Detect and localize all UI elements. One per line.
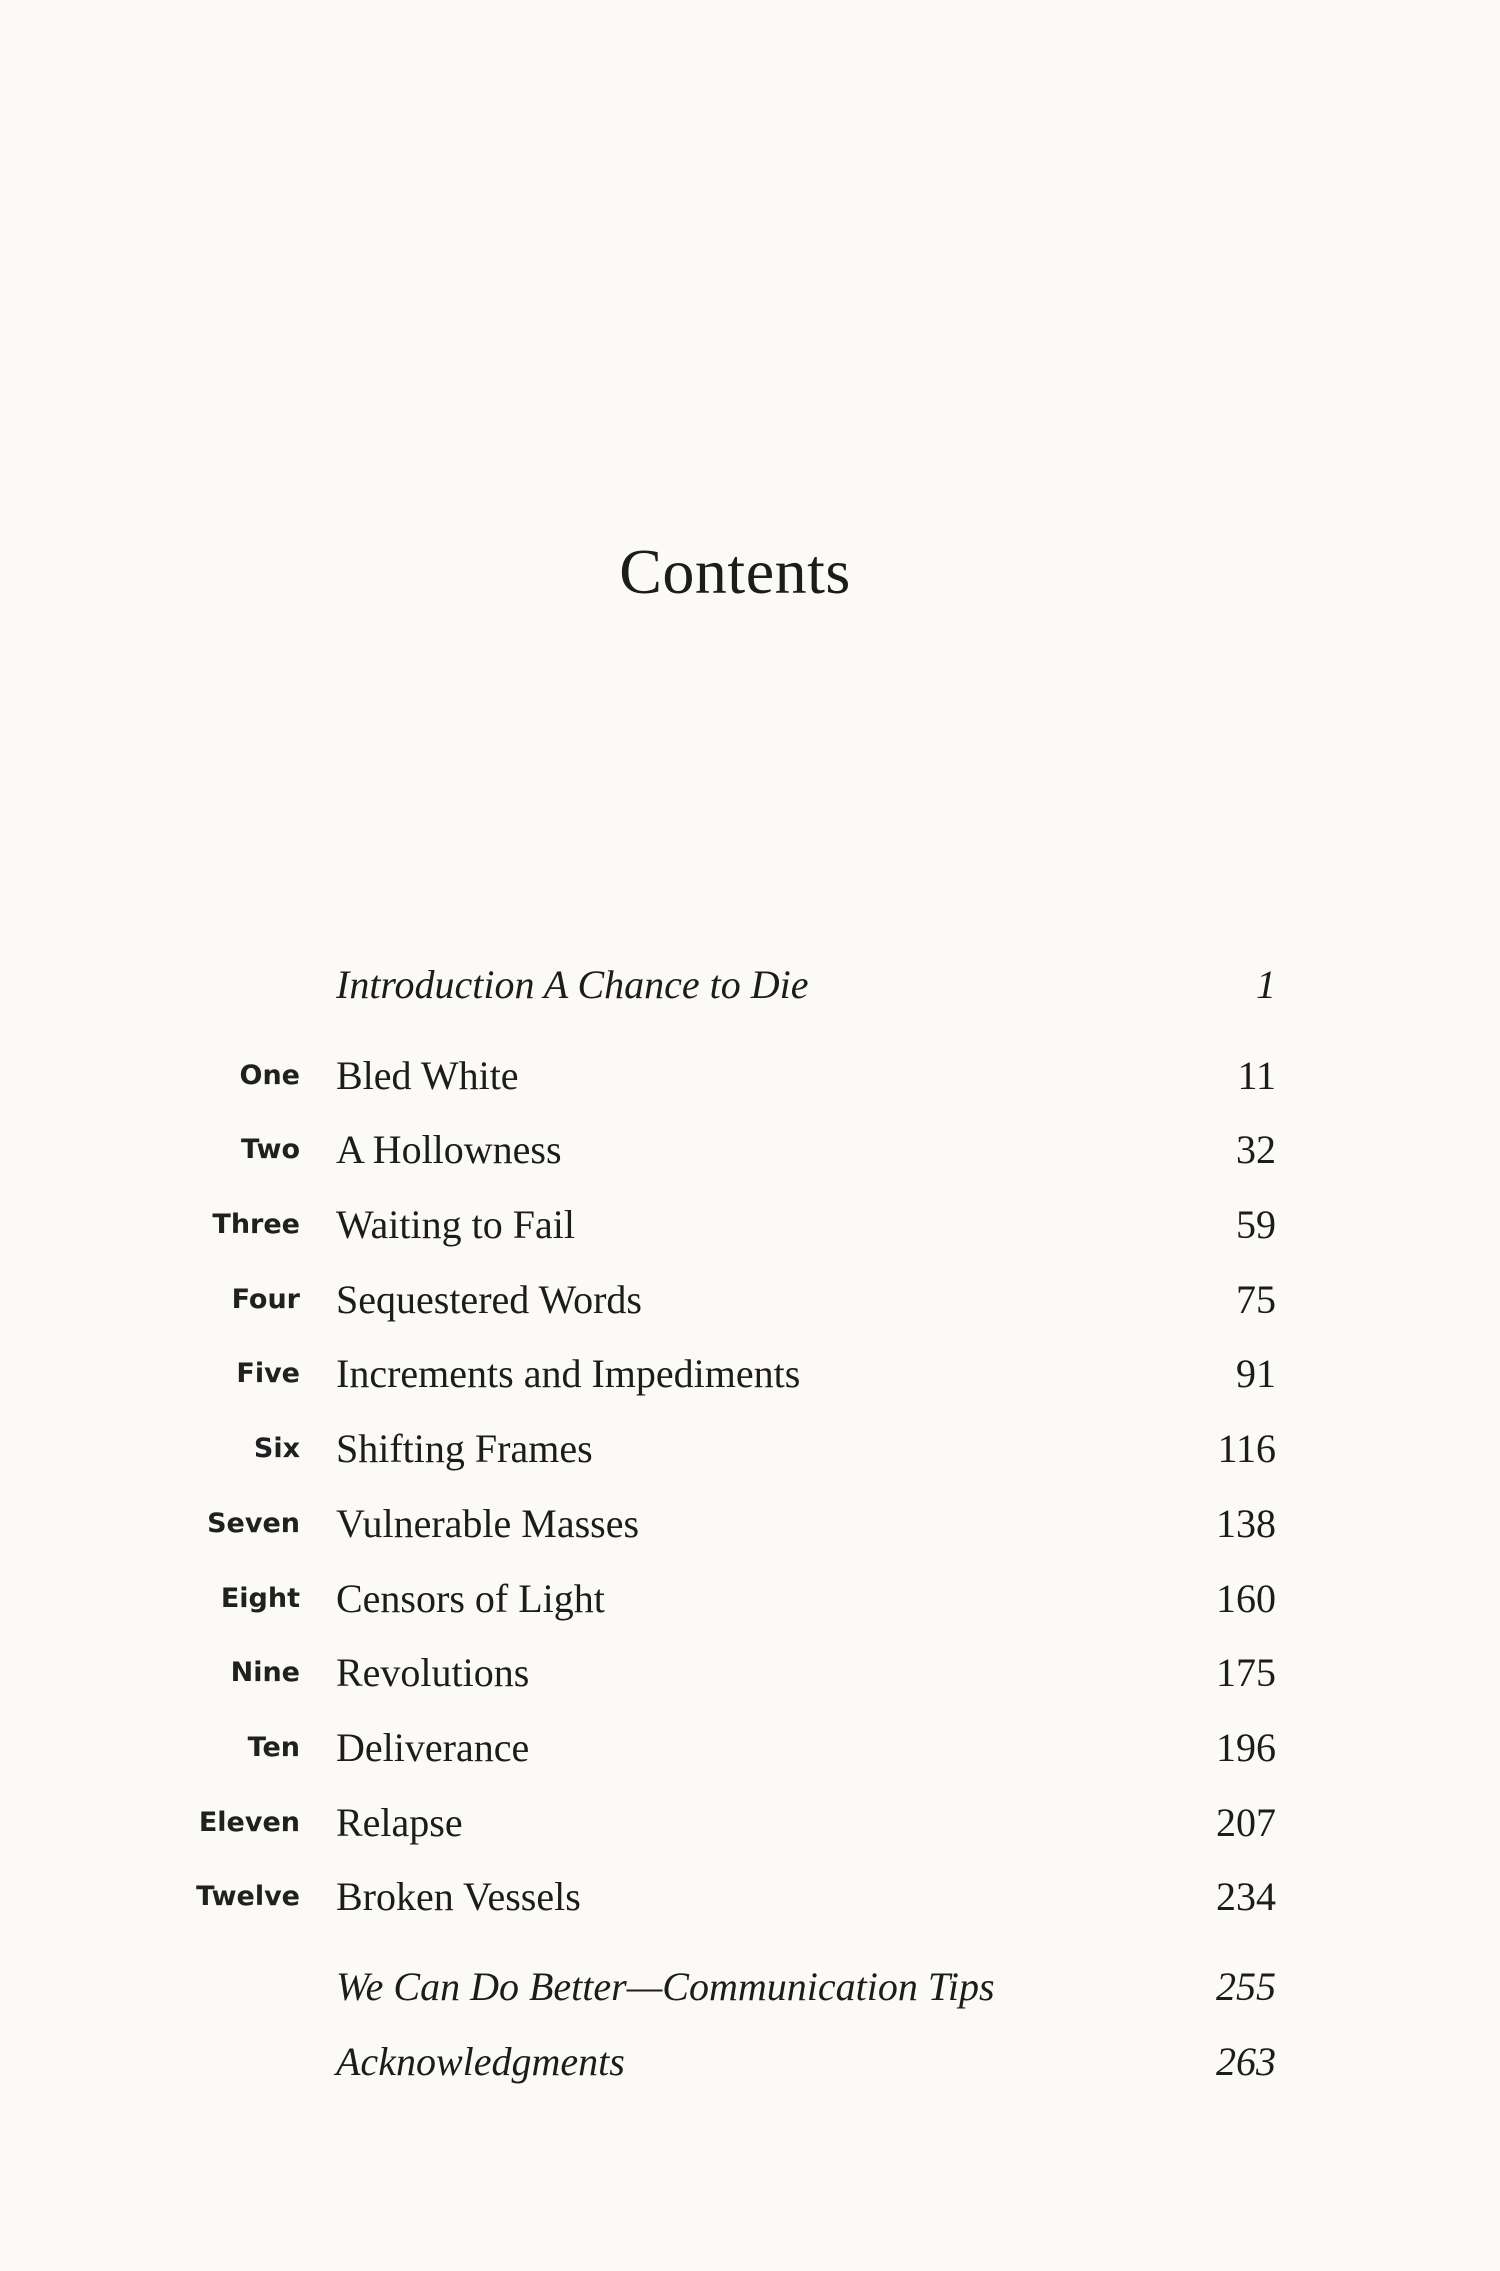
toc-entry-chapter-nine xyxy=(0,1643,1500,1703)
toc-entry-chapter-one xyxy=(0,1046,1500,1106)
entry-title: Deliverance xyxy=(336,1725,530,1770)
entry-page-number: 75 xyxy=(1236,1277,1276,1322)
chapter-number: Six xyxy=(253,1433,300,1464)
entry-page-number: 32 xyxy=(1236,1127,1276,1172)
entry-page-number: 11 xyxy=(1237,1053,1276,1098)
toc-entry-introduction xyxy=(0,955,1500,1015)
toc-entry-chapter-two xyxy=(0,1120,1500,1180)
entry-page-number: 59 xyxy=(1236,1202,1276,1247)
entry-title: Sequestered Words xyxy=(336,1277,642,1322)
toc-entry-chapter-six xyxy=(0,1419,1500,1479)
entry-title: Waiting to Fail xyxy=(336,1202,575,1247)
entry-title: Vulnerable Masses xyxy=(336,1501,640,1546)
toc-entry-chapter-seven xyxy=(0,1494,1500,1554)
chapter-number: One xyxy=(239,1060,300,1091)
page-title: Contents xyxy=(619,536,851,607)
chapter-number: Twelve xyxy=(196,1881,300,1912)
entry-title: Revolutions xyxy=(336,1650,530,1695)
entry-page-number: 138 xyxy=(1216,1501,1276,1546)
toc-entry-chapter-three xyxy=(0,1195,1500,1255)
chapter-number: Seven xyxy=(207,1508,300,1539)
entry-title: We Can Do Better—Communication Tips xyxy=(336,1964,995,2009)
entry-page-number: 116 xyxy=(1217,1426,1276,1471)
entry-page-number: 160 xyxy=(1216,1576,1276,1621)
toc-entry-chapter-five xyxy=(0,1344,1500,1404)
entry-title: Broken Vessels xyxy=(336,1874,581,1919)
entry-page-number: 1 xyxy=(1256,962,1276,1007)
chapter-number: Five xyxy=(236,1358,300,1389)
toc-entry-chapter-eleven xyxy=(0,1793,1500,1853)
toc-entry-communication-tips xyxy=(0,1957,1500,2017)
entry-title: Relapse xyxy=(336,1800,463,1845)
entry-title: Bled White xyxy=(336,1053,519,1098)
entry-page-number: 175 xyxy=(1216,1650,1276,1695)
chapter-number: Two xyxy=(241,1134,300,1165)
chapter-number: Nine xyxy=(230,1657,300,1688)
toc-entry-chapter-ten xyxy=(0,1718,1500,1778)
entry-title: Introduction A Chance to Die xyxy=(336,962,809,1007)
chapter-number: Three xyxy=(212,1209,300,1240)
entry-page-number: 234 xyxy=(1216,1874,1276,1919)
entry-page-number: 207 xyxy=(1216,1800,1276,1845)
entry-title: Increments and Impediments xyxy=(336,1351,801,1396)
entry-title: Censors of Light xyxy=(336,1576,605,1621)
chapter-number: Eight xyxy=(220,1583,300,1614)
toc-entry-chapter-eight xyxy=(0,1569,1500,1629)
chapter-number: Four xyxy=(231,1284,300,1315)
entry-title: Shifting Frames xyxy=(336,1426,593,1471)
entry-page-number: 196 xyxy=(1216,1725,1276,1770)
chapter-number: Ten xyxy=(247,1732,300,1763)
chapter-number: Eleven xyxy=(198,1807,300,1838)
toc-entry-acknowledgments xyxy=(0,2032,1500,2092)
entry-title: A Hollowness xyxy=(336,1127,562,1172)
toc-entry-chapter-four xyxy=(0,1270,1500,1330)
entry-page-number: 263 xyxy=(1216,2039,1276,2084)
entry-page-number: 255 xyxy=(1216,1964,1276,2009)
entry-title: Acknowledgments xyxy=(336,2039,625,2084)
toc-entry-chapter-twelve xyxy=(0,1867,1500,1927)
entry-page-number: 91 xyxy=(1236,1351,1276,1396)
